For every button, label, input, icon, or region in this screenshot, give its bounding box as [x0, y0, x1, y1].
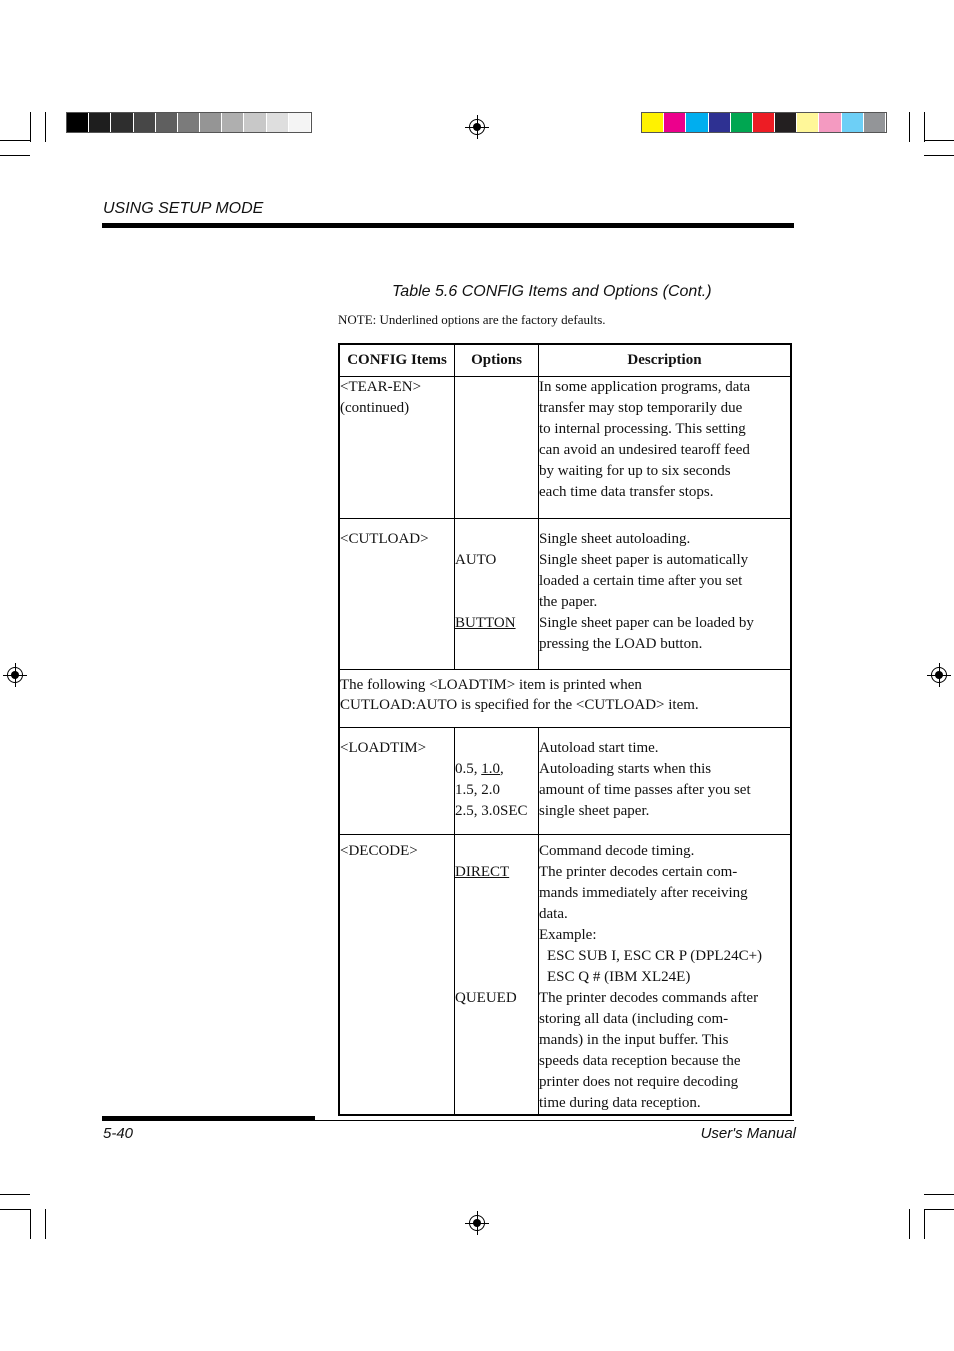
running-head: USING SETUP MODE: [103, 200, 264, 217]
option-default-value: DIRECT: [455, 864, 510, 880]
config-item-cell: [339, 377, 455, 519]
crop-mark: [924, 140, 954, 141]
crop-mark: [30, 1209, 31, 1239]
column-header: CONFIG Items: [339, 344, 455, 377]
option-value: 2.5, 3.0SEC: [455, 803, 528, 819]
description-line: amount of time passes after you set: [539, 782, 751, 798]
table-note: NOTE: Underlined options are the factory defaults.: [338, 312, 606, 327]
crop-mark: [45, 112, 46, 142]
description-line: mands immediately after receiving: [539, 885, 748, 901]
description-cell: [539, 835, 792, 1116]
description-line: Command decode timing.: [539, 843, 695, 859]
color-swatch: [289, 113, 311, 132]
description-line: single sheet paper.: [539, 803, 650, 819]
table-caption: Table 5.6 CONFIG Items and Options (Cont.): [392, 283, 712, 300]
description-line: ESC Q # (IBM XL24E): [547, 969, 691, 985]
color-swatch: [178, 113, 200, 132]
color-swatch: [134, 113, 156, 132]
color-swatch: [200, 113, 222, 132]
description-line: time during data reception.: [539, 1095, 701, 1111]
crop-mark: [924, 1209, 925, 1239]
option-value: 0.5,: [455, 761, 482, 777]
config-item-name: <TEAR-EN>: [340, 379, 422, 395]
table-row: [339, 519, 791, 670]
color-swatch: [686, 113, 708, 132]
option-line: [455, 759, 538, 780]
color-swatch: [842, 113, 864, 132]
config-item-cell: [339, 519, 455, 670]
options-cell: [455, 835, 539, 1116]
config-table: [338, 343, 792, 1116]
description-cell: [539, 377, 792, 519]
crop-mark: [0, 155, 30, 156]
column-header: Options: [455, 344, 539, 377]
option-value: AUTO: [455, 552, 497, 568]
description-line: The printer decodes commands after: [539, 990, 759, 1006]
description-line: Autoload start time.: [539, 740, 659, 756]
footer-rule-thick: [102, 1116, 315, 1121]
table-row: [339, 670, 791, 728]
description-line: by waiting for up to six seconds: [539, 463, 731, 479]
color-swatch: [753, 113, 775, 132]
color-swatch: [67, 113, 89, 132]
color-swatch: [819, 113, 841, 132]
crop-mark: [0, 1194, 30, 1195]
color-swatch: [775, 113, 797, 132]
color-swatch: [111, 113, 133, 132]
table-row: [339, 835, 791, 1116]
crop-mark: [0, 140, 30, 141]
description-line: speeds data reception because the: [539, 1053, 741, 1069]
options-cell: [455, 377, 539, 519]
option-default-value: 1.0: [481, 761, 500, 777]
config-item-cell: [339, 835, 455, 1116]
description-line: Example:: [539, 927, 597, 943]
page-number: 5-40: [103, 1125, 134, 1142]
color-swatch: [664, 113, 686, 132]
description-line: Single sheet paper is automatically: [539, 552, 749, 568]
table-row: [339, 377, 791, 519]
crop-mark: [924, 1194, 954, 1195]
config-item-note: (continued): [340, 400, 410, 416]
color-calibration-bar: [641, 112, 887, 133]
crop-mark: [924, 1209, 954, 1210]
description-line: In some application programs, data: [539, 379, 751, 395]
config-item-name: <LOADTIM>: [340, 740, 427, 756]
crop-mark: [924, 155, 954, 156]
description-cell: [539, 519, 792, 670]
description-line: The printer decodes certain com-: [539, 864, 738, 880]
config-item-name: <DECODE>: [340, 843, 418, 859]
color-swatch: [89, 113, 111, 132]
registration-mark-icon: [465, 1211, 489, 1235]
color-swatch: [864, 113, 886, 132]
color-swatch: [244, 113, 266, 132]
color-swatch: [267, 113, 289, 132]
description-line: the paper.: [539, 594, 598, 610]
description-line: each time data transfer stops.: [539, 484, 714, 500]
crop-mark: [909, 1209, 910, 1239]
description-line: can avoid an undesired tearoff feed: [539, 442, 750, 458]
manual-title: User's Manual: [700, 1125, 796, 1142]
crop-mark: [45, 1209, 46, 1239]
crop-mark: [924, 112, 925, 142]
description-line: loaded a certain time after you set: [539, 573, 743, 589]
description-line: ESC SUB I, ESC CR P (DPL24C+): [547, 948, 763, 964]
color-swatch: [156, 113, 178, 132]
table-header-row: [339, 344, 791, 377]
registration-mark-icon: [465, 115, 489, 139]
option-default-value: BUTTON: [455, 615, 516, 631]
color-swatch: [797, 113, 819, 132]
color-swatch: [731, 113, 753, 132]
description-cell: [539, 728, 792, 835]
description-line: storing all data (including com-: [539, 1011, 729, 1027]
span-note-line: CUTLOAD:AUTO is specified for the <CUTLOAD> item.: [340, 697, 699, 713]
color-swatch: [642, 113, 664, 132]
registration-mark-icon: [3, 663, 27, 687]
table-row: [339, 728, 791, 835]
description-line: transfer may stop temporarily due: [539, 400, 743, 416]
description-line: Autoloading starts when this: [539, 761, 712, 777]
description-line: pressing the LOAD button.: [539, 636, 703, 652]
crop-mark: [909, 112, 910, 142]
option-value: 1.5, 2.0: [455, 782, 500, 798]
crop-mark: [30, 112, 31, 142]
crop-mark: [0, 1209, 30, 1210]
description-line: printer does not require decoding: [539, 1074, 739, 1090]
options-cell: [455, 728, 539, 835]
description-line: Single sheet paper can be loaded by: [539, 615, 754, 631]
gray-calibration-bar: [66, 112, 312, 133]
description-line: mands) in the input buffer. This: [539, 1032, 729, 1048]
footer-rule-thin: [315, 1120, 794, 1121]
column-header: Description: [539, 344, 792, 377]
option-value: QUEUED: [455, 990, 517, 1006]
color-swatch: [222, 113, 244, 132]
registration-mark-icon: [927, 663, 951, 687]
color-swatch: [709, 113, 731, 132]
description-line: data.: [539, 906, 568, 922]
description-line: to internal processing. This setting: [539, 421, 746, 437]
option-separator: ,: [500, 761, 504, 777]
span-note-cell: [339, 670, 791, 728]
config-item-cell: [339, 728, 455, 835]
header-rule: [102, 223, 794, 228]
options-cell: [455, 519, 539, 670]
span-note-line: The following <LOADTIM> item is printed when: [340, 677, 642, 693]
config-item-name: <CUTLOAD>: [340, 531, 429, 547]
description-line: Single sheet autoloading.: [539, 531, 691, 547]
